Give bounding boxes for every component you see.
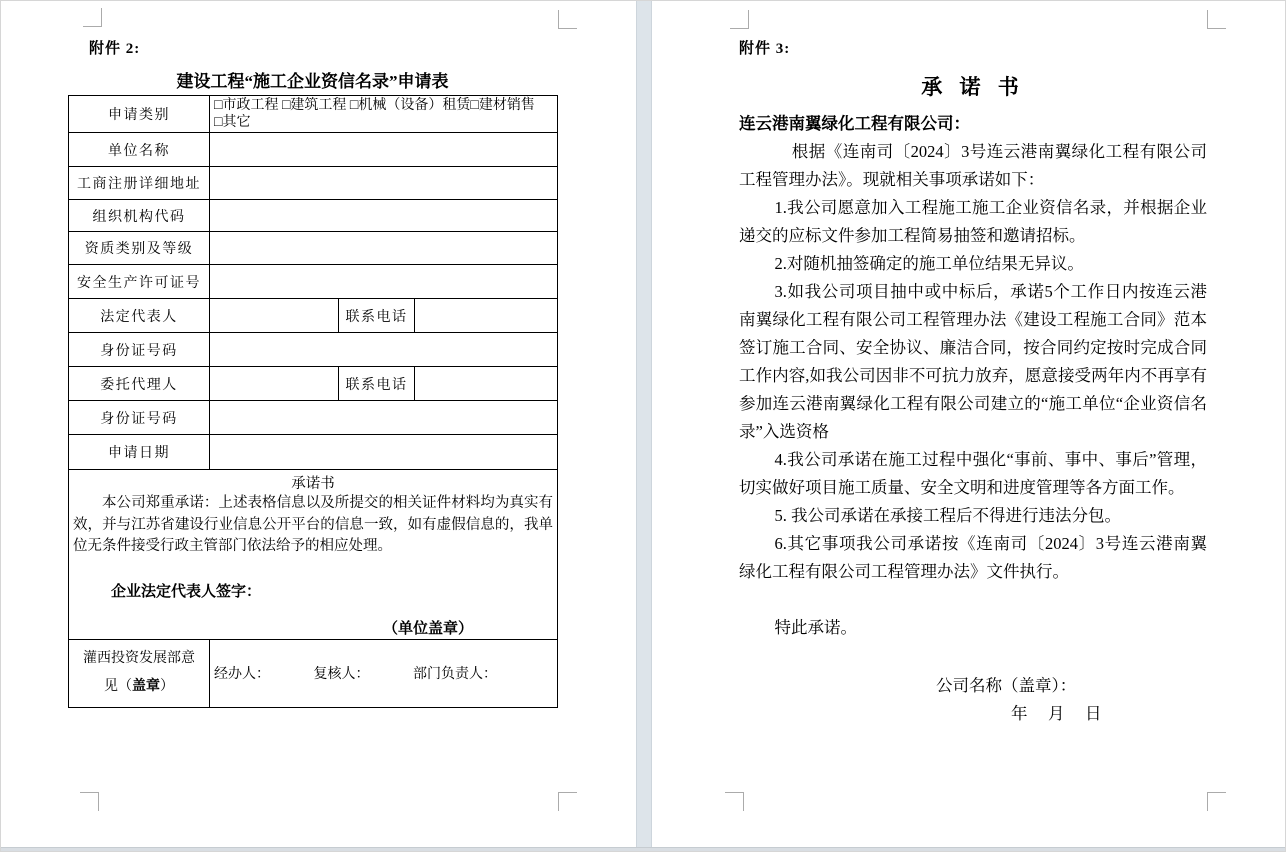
commitment-body: 本公司郑重承诺：上述表格信息以及所提交的相关证件材料均为真实有效，并与江苏省建设行业信息公开平台的信息一致，如有虚假信息的，我单位无条件接受行政主管部门依法给予的相应处理。 (73, 495, 554, 554)
row-label-org-code: 组织机构代码 (69, 200, 210, 232)
row-label-category: 申请类别 (69, 96, 210, 133)
department-head-label: 部门负责人： (413, 667, 497, 682)
application-form-table (68, 95, 558, 708)
category-options-line2: □其它 (214, 115, 251, 130)
paragraph-item-1: 1.我公司愿意加入工程施工施工企业资信名录，并根据企业递交的应标文件参加工程简易抽签和邀请招标。 (739, 198, 1207, 245)
entrusted-agent-field[interactable] (210, 367, 339, 401)
table-row (69, 200, 558, 232)
id-number-field-1[interactable] (210, 333, 558, 367)
commitment-title: 承诺书 (291, 476, 335, 492)
legal-representative-field[interactable] (210, 299, 339, 333)
table-row-commitment (69, 470, 558, 640)
text-boundary-mark (730, 10, 749, 29)
text-boundary-mark (1207, 792, 1226, 811)
text-boundary-mark (558, 792, 577, 811)
legal-representative-phone-field[interactable] (415, 299, 558, 333)
category-options-line1: □市政工程 □建筑工程 □机械（设备）租赁□建材销售 (214, 98, 535, 113)
commitment-letter (739, 37, 1207, 728)
text-boundary-mark (725, 792, 744, 811)
row-label-id-number-2: 身份证号码 (69, 401, 210, 435)
row-label-entrusted-agent: 委托代理人 (69, 367, 210, 401)
commitment-cell (69, 470, 558, 640)
salutation: 连云港南翼绿化工程有限公司： (739, 114, 970, 133)
entrusted-agent-phone-field[interactable] (415, 367, 558, 401)
table-row (69, 167, 558, 200)
row-label-qualification: 资质类别及等级 (69, 232, 210, 265)
company-seal-label: 公司名称（盖章）： (936, 676, 1077, 695)
text-boundary-mark (1207, 10, 1226, 29)
table-row (69, 133, 558, 167)
legal-representative-signature-label: 企业法定代表人签字： (111, 583, 262, 600)
safety-license-field[interactable] (210, 265, 558, 299)
approval-label-line2: 见（盖章） (104, 679, 174, 694)
approval-signoff-cell[interactable] (210, 639, 558, 707)
unit-name-field[interactable] (210, 133, 558, 167)
commitment-letter-title: 承 诺 书 (921, 75, 1025, 99)
row-label-unit-name: 单位名称 (69, 133, 210, 167)
table-row (69, 96, 558, 133)
table-row-approval (69, 639, 558, 707)
application-date-field[interactable] (210, 435, 558, 470)
table-row (69, 435, 558, 470)
row-label-safety-license: 安全生产许可证号 (69, 265, 210, 299)
application-form-title: 建设工程“施工企业资信名录”申请表 (176, 72, 449, 91)
qualification-field[interactable] (210, 232, 558, 265)
handler-label: 经办人： (214, 667, 270, 682)
paragraph-item-6: 6.其它事项我公司承诺按《连南司〔2024〕3号连云港南翼绿化工程有限公司工程管理办法》文件执行。 (739, 534, 1207, 581)
paragraph-item-3: 3.如我公司项目抽中或中标后，承诺5个工作日内按连云港南翼绿化工程有限公司工程管理办法《建设工程施工合同》范本签订施工合同、安全协议、廉洁合同，按合同约定按时完成合同工作内容,如我公司因非不可抗力放弃，愿意接受两年内不再享有参加连云港南翼绿化工程有限公司建立的“施工单位“企业资信名录”入选资格 (739, 282, 1207, 441)
row-label-application-date: 申请日期 (69, 435, 210, 470)
closing-statement: 特此承诺。 (774, 618, 857, 637)
attachment-2-label: 附件 2: (89, 41, 141, 57)
reviewer-label: 复核人： (313, 667, 370, 682)
text-boundary-mark (558, 10, 577, 29)
row-label-id-number-1: 身份证号码 (69, 333, 210, 367)
paragraph-item-4: 4.我公司承诺在施工过程中强化“事前、事中、事后”管理，切实做好项目施工质量、安全文明和进度管理等各方面工作。 (739, 450, 1207, 497)
category-options-cell[interactable] (210, 96, 558, 133)
registered-address-field[interactable] (210, 167, 558, 200)
phone-label: 联系电话 (339, 299, 415, 333)
text-boundary-mark (80, 792, 99, 811)
seal-word-bold: 盖章 (132, 679, 160, 694)
paragraph-item-2: 2.对随机抽签确定的施工单位结果无异议。 (774, 254, 1084, 273)
id-number-field-2[interactable] (210, 401, 558, 435)
phone-label: 联系电话 (339, 367, 415, 401)
paragraph-basis: 根据《连南司〔2024〕3号连云港南翼绿化工程有限公司工程管理办法》。现就相关事项承诺如下： (739, 142, 1207, 189)
paragraph-item-5: 5. 我公司承诺在承接工程后不得进行违法分包。 (774, 506, 1121, 525)
date-line: 年 月 日 (1011, 704, 1104, 723)
approval-label-line1: 灌西投资发展部意 (83, 651, 195, 666)
row-label-legal-representative: 法定代表人 (69, 299, 210, 333)
table-row (69, 401, 558, 435)
org-code-field[interactable] (210, 200, 558, 232)
table-row (69, 232, 558, 265)
text-boundary-mark (83, 8, 102, 27)
unit-seal-label: （单位盖章） (383, 620, 474, 637)
table-row (69, 333, 558, 367)
background-strip (1, 847, 1286, 852)
attachment-3-label: 附件 3: (739, 41, 791, 57)
page-gutter (636, 1, 652, 852)
table-row (69, 367, 558, 401)
table-row (69, 265, 558, 299)
approval-opinion-label (69, 639, 210, 707)
table-row (69, 299, 558, 333)
row-label-registered-address: 工商注册详细地址 (69, 167, 210, 200)
